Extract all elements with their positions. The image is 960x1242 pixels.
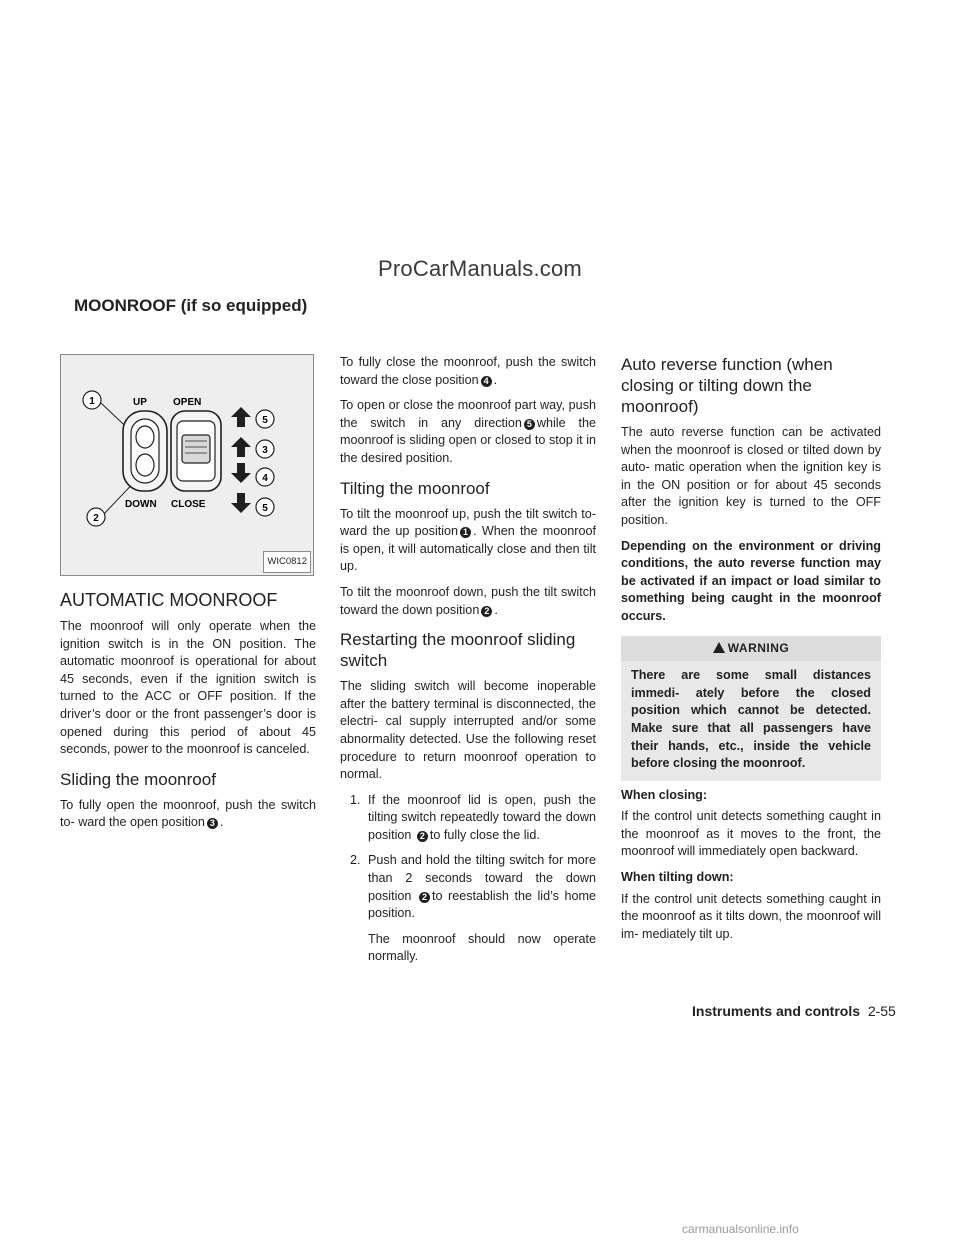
switch-diagram xyxy=(61,355,313,575)
callout-3: 3 xyxy=(262,445,268,456)
heading-when-tilting: When tilting down: xyxy=(621,870,734,885)
callout-2: 2 xyxy=(93,513,99,524)
heading-restarting: Restarting the moonroof sliding switch xyxy=(340,630,576,671)
callout-ref: 2 xyxy=(419,892,430,903)
text: to reestablish the lid’s home position. xyxy=(368,888,596,921)
heading-tilting: Tilting the moonroof xyxy=(340,478,490,498)
column-2 xyxy=(340,354,596,974)
paragraph-automatic: The moonroof will only operate when the ignition switch is in the ON position. The automatic moonroof is operational for about 45 seconds, even if the ignition switch is turned to the ACC or OFF position. If the driver’s door or the front passenger’s door is opened during this period of about 45 seconds, power to the moonroof is canceled. xyxy=(60,619,316,757)
page-number: 2-55 xyxy=(867,1003,896,1019)
footer-section: Instruments and controls xyxy=(692,1003,861,1019)
warning-label: WARNING xyxy=(727,640,790,655)
heading-when-closing: When closing: xyxy=(621,787,708,802)
label-open: OPEN xyxy=(173,397,202,408)
heading-sliding: Sliding the moonroof xyxy=(60,769,216,789)
callout-ref: 4 xyxy=(481,376,492,387)
paragraph-close xyxy=(340,354,596,389)
paragraph-when-tilting: If the control unit detects something caught in the moonroof as it tilts down, the moonroof will im- mediately tilt up. xyxy=(621,891,881,941)
paragraph-auto-reverse-bold: Depending on the environment or driving conditions, the auto reverse function may be activated if an impact or load similar to something being caught in the moonroof occurs. xyxy=(621,538,881,623)
reset-steps xyxy=(340,792,596,923)
page-footer xyxy=(692,1003,896,1019)
text: . When the moonroof is open, it will automatically close and then tilt up. xyxy=(340,524,597,574)
text: while the moonroof is sliding open or closed to stop it in the desired position. xyxy=(340,415,596,465)
callout-ref: 1 xyxy=(460,527,471,538)
figure-code: WIC0812 xyxy=(263,551,311,573)
watermark-top: ProCarManuals.com xyxy=(378,256,582,281)
step-marker: 1. xyxy=(350,792,361,807)
paragraph-restart: The sliding switch will become inoperable after the battery terminal is disconnected, the electri- cal supply interrupted and/or some abnormality detected. Use the following reset procedure to return moonroof operation to normal. xyxy=(340,679,596,782)
paragraph-when-closing: If the control unit detects something caught in the moonroof as it moves to the front, the moonroof will immediately open backward. xyxy=(621,809,881,859)
heading-automatic-moonroof: AUTOMATIC MOONROOF xyxy=(60,590,278,610)
step-marker: 2. xyxy=(350,853,361,868)
callout-ref: 5 xyxy=(524,419,535,430)
heading-auto-reverse: Auto reverse function (when closing or tilting down the moonroof) xyxy=(621,355,833,416)
text: If the moonroof lid is open, push the tilting switch repeatedly toward the down position xyxy=(368,792,596,842)
text: To open or close the moonroof part way, push the switch in any direction xyxy=(340,398,596,430)
label-up: UP xyxy=(133,397,147,408)
callout-ref: 2 xyxy=(417,831,428,842)
paragraph-tilt-down xyxy=(340,584,596,619)
text: . xyxy=(493,372,498,387)
label-close: CLOSE xyxy=(171,499,206,510)
label-down: DOWN xyxy=(125,499,157,510)
callout-5-open: 5 xyxy=(262,415,268,426)
callout-ref: 2 xyxy=(481,606,492,617)
text: to fully close the lid. xyxy=(429,827,540,842)
paragraph-sliding xyxy=(60,797,316,832)
callout-1: 1 xyxy=(89,396,95,407)
list-item xyxy=(340,792,596,845)
text: To tilt the moonroof down, push the tilt switch toward the down position xyxy=(340,584,596,617)
text: Push and hold the tilting switch for more than 2 seconds toward the down position xyxy=(368,853,596,903)
text: To tilt the moonroof up, push the tilt switch to- ward the up position xyxy=(340,506,596,539)
warning-body: There are some small distances immedi- ately before the closed position which cannot be detected. Make sure that all passengers have their hands, etc., inside the vehicle before closing the moonroof. xyxy=(621,661,881,781)
moonroof-switch-figure xyxy=(60,354,314,576)
paragraph-tilt-up xyxy=(340,506,596,576)
column-3 xyxy=(621,354,881,951)
text: . xyxy=(219,815,224,830)
text: To fully close the moonroof, push the switch toward the close position xyxy=(340,355,596,387)
text: . xyxy=(494,602,498,617)
callout-4: 4 xyxy=(262,473,268,484)
paragraph-auto-reverse: The auto reverse function can be activated when the moonroof is closed or tilted down by auto- matic operation when the ignition key is in the ON position or for about 45 seconds after the ignition key is turned to the OFF position. xyxy=(621,425,881,527)
watermark-bottom: carmanualsonline.info xyxy=(682,1222,799,1236)
section-title: MOONROOF (if so equipped) xyxy=(74,296,308,315)
callout-5-close: 5 xyxy=(262,503,268,514)
paragraph-normal: The moonroof should now operate normally. xyxy=(368,931,596,964)
warning-header xyxy=(621,636,881,662)
paragraph-partway xyxy=(340,397,596,467)
warning-icon xyxy=(713,642,725,653)
callout-ref: 3 xyxy=(207,818,218,829)
column-1 xyxy=(60,354,316,840)
list-item xyxy=(340,852,596,922)
text: To fully open the moonroof, push the switch to- ward the open position xyxy=(60,797,316,830)
